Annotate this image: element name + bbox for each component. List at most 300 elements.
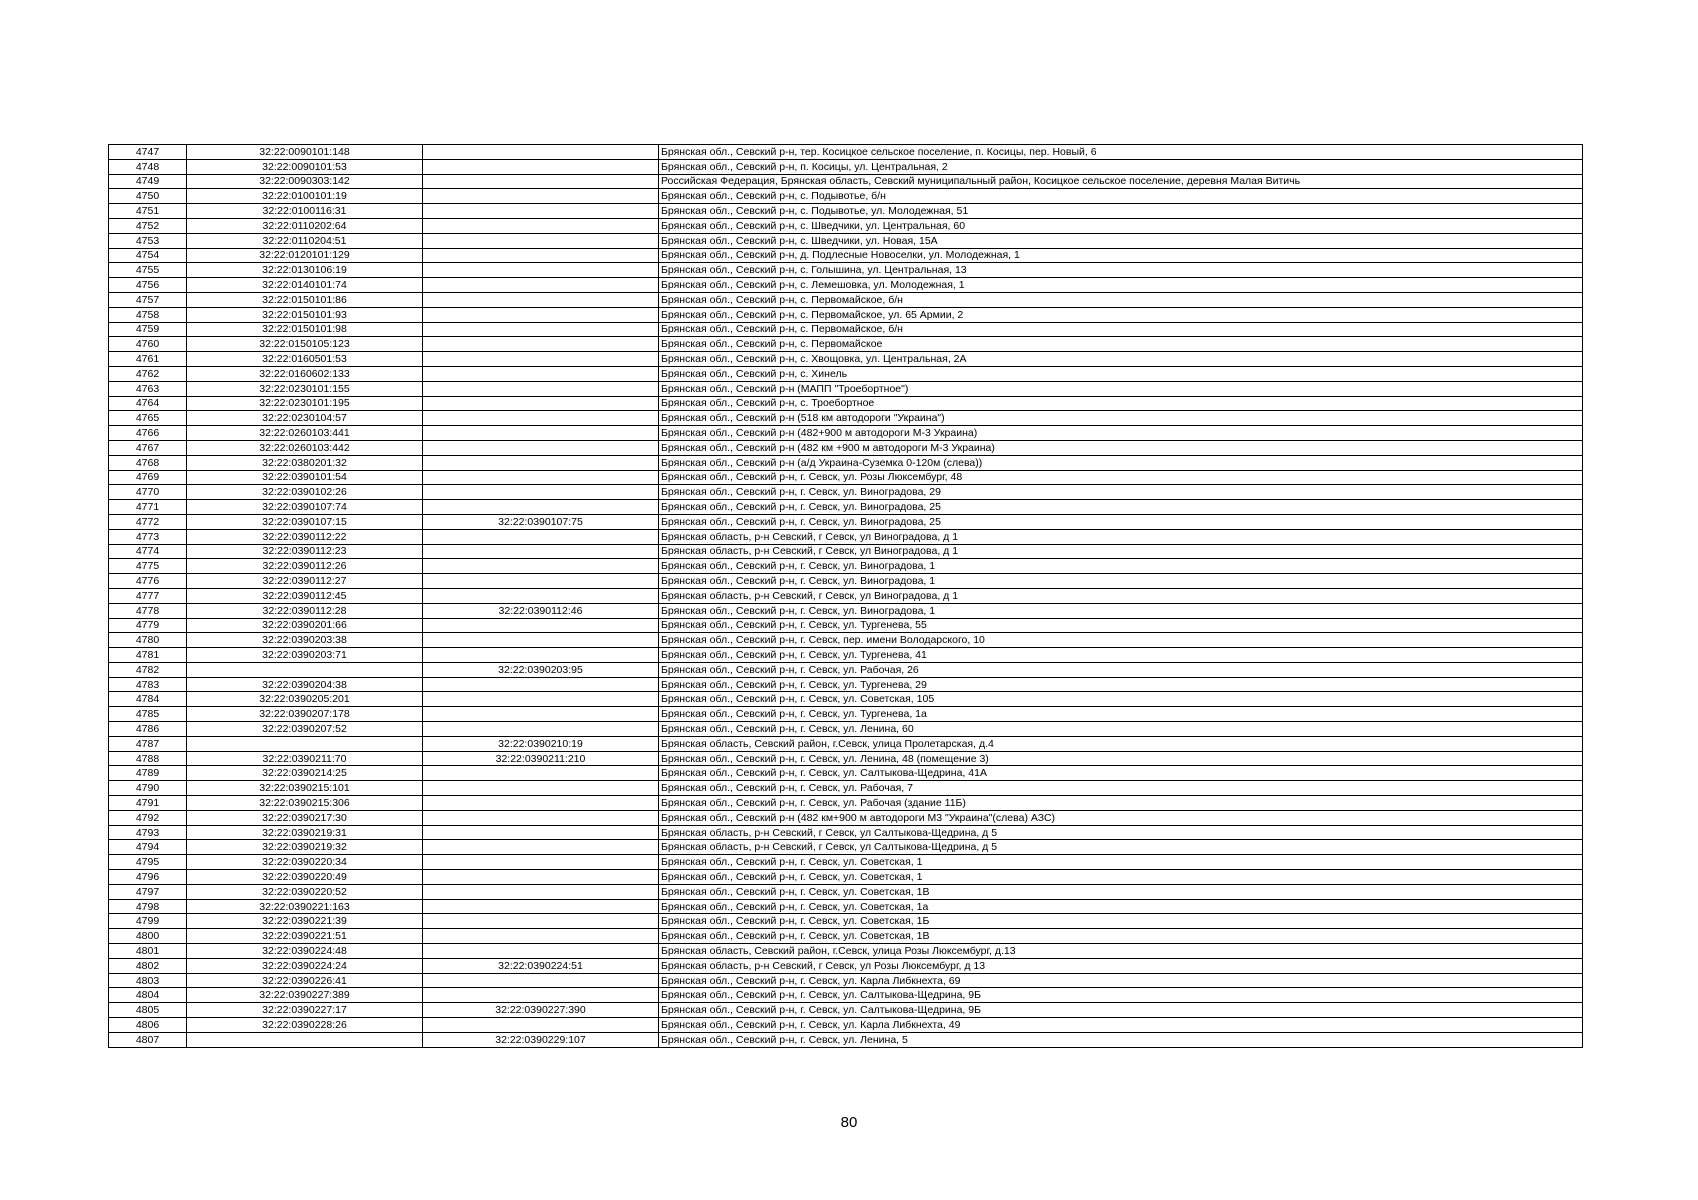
table-row: [109, 470, 1583, 485]
table-row: [109, 366, 1583, 381]
row-number-cell: 4767: [109, 440, 187, 455]
row-number-cell: 4764: [109, 396, 187, 411]
table-row: [109, 603, 1583, 618]
table-row: [109, 233, 1583, 248]
linked-cadastral-cell: [423, 307, 659, 322]
address-cell: Брянская обл., Севский р-н, с. Шведчики, ул. Центральная, 60: [659, 218, 1583, 233]
address-cell: Брянская обл., Севский р-н, г. Севск, ул. Виноградова, 25: [659, 500, 1583, 515]
linked-cadastral-cell: [423, 263, 659, 278]
linked-cadastral-cell: [423, 440, 659, 455]
row-number-cell: 4798: [109, 899, 187, 914]
address-cell: Брянская обл., Севский р-н, тер. Косицкое сельское поселение, п. Косицы, пер. Новый, 6: [659, 145, 1583, 160]
cadastral-number-cell: 32:22:0390204:38: [187, 677, 423, 692]
row-number-cell: 4792: [109, 810, 187, 825]
row-number-cell: 4769: [109, 470, 187, 485]
cadastral-number-cell: 32:22:0090101:148: [187, 145, 423, 160]
row-number-cell: 4778: [109, 603, 187, 618]
address-cell: Брянская обл., Севский р-н, с. Шведчики, ул. Новая, 15А: [659, 233, 1583, 248]
address-cell: Брянская обл., Севский р-н, г. Севск, ул. Тургенева, 41: [659, 648, 1583, 663]
address-cell: Брянская обл., Севский р-н (а/д Украина-Суземка 0-120м (слева)): [659, 455, 1583, 470]
cadastral-number-cell: 32:22:0260103:442: [187, 440, 423, 455]
cadastral-number-cell: 32:22:0390207:178: [187, 707, 423, 722]
row-number-cell: 4755: [109, 263, 187, 278]
row-number-cell: 4756: [109, 278, 187, 293]
linked-cadastral-cell: [423, 677, 659, 692]
cadastral-number-cell: 32:22:0390217:30: [187, 810, 423, 825]
address-cell: Брянская область, р-н Севский, г Севск, ул Виноградова, д 1: [659, 588, 1583, 603]
cadastral-number-cell: 32:22:0390215:306: [187, 796, 423, 811]
address-cell: Брянская обл., Севский р-н, г. Севск, ул. Салтыкова-Щедрина, 9Б: [659, 1003, 1583, 1018]
row-number-cell: 4761: [109, 352, 187, 367]
linked-cadastral-cell: [423, 574, 659, 589]
linked-cadastral-cell: [423, 278, 659, 293]
cadastral-number-cell: 32:22:0390227:17: [187, 1003, 423, 1018]
linked-cadastral-cell: 32:22:0390227:390: [423, 1003, 659, 1018]
address-cell: Брянская обл., Севский р-н, г. Севск, ул. Советская, 105: [659, 692, 1583, 707]
row-number-cell: 4774: [109, 544, 187, 559]
table-row: [109, 248, 1583, 263]
cadastral-number-cell: 32:22:0150101:86: [187, 292, 423, 307]
table-row: [109, 707, 1583, 722]
address-cell: Брянская область, р-н Севский, г Севск, ул Салтыкова-Щедрина, д 5: [659, 840, 1583, 855]
address-cell: Брянская обл., Севский р-н, п. Косицы, ул. Центральная, 2: [659, 159, 1583, 174]
cadastral-number-cell: 32:22:0390203:71: [187, 648, 423, 663]
linked-cadastral-cell: 32:22:0390224:51: [423, 958, 659, 973]
row-number-cell: 4770: [109, 485, 187, 500]
cadastral-number-cell: 32:22:0140101:74: [187, 278, 423, 293]
linked-cadastral-cell: 32:22:0390229:107: [423, 1032, 659, 1047]
row-number-cell: 4785: [109, 707, 187, 722]
linked-cadastral-cell: [423, 648, 659, 663]
address-cell: Брянская обл., Севский р-н (482+900 м автодороги М-3 Украина): [659, 426, 1583, 441]
cadastral-number-cell: 32:22:0390219:32: [187, 840, 423, 855]
address-cell: Брянская обл., Севский р-н, г. Севск, ул. Советская, 1В: [659, 929, 1583, 944]
address-cell: Брянская обл., Севский р-н, г. Севск, ул. Салтыкова-Щедрина, 9Б: [659, 988, 1583, 1003]
address-cell: Брянская обл., Севский р-н, г. Севск, ул. Советская, 1Б: [659, 914, 1583, 929]
cadastral-number-cell: 32:22:0230104:57: [187, 411, 423, 426]
address-cell: Брянская обл., Севский р-н (482 км+900 м автодороги М3 "Украина"(слева) АЗС): [659, 810, 1583, 825]
cadastral-number-cell: 32:22:0390205:201: [187, 692, 423, 707]
linked-cadastral-cell: [423, 707, 659, 722]
cadastral-number-cell: 32:22:0390207:52: [187, 722, 423, 737]
address-cell: Брянская обл., Севский р-н, г. Севск, ул. Тургенева, 29: [659, 677, 1583, 692]
row-number-cell: 4747: [109, 145, 187, 160]
table-row: [109, 662, 1583, 677]
linked-cadastral-cell: [423, 988, 659, 1003]
cadastral-number-cell: 32:22:0390220:52: [187, 884, 423, 899]
cadastral-number-cell: 32:22:0390211:70: [187, 751, 423, 766]
row-number-cell: 4757: [109, 292, 187, 307]
row-number-cell: 4776: [109, 574, 187, 589]
address-cell: Брянская обл., Севский р-н, с. Первомайское, б/н: [659, 292, 1583, 307]
table-row: [109, 781, 1583, 796]
linked-cadastral-cell: [423, 855, 659, 870]
table-row: [109, 204, 1583, 219]
cadastral-number-cell: 32:22:0390201:66: [187, 618, 423, 633]
cadastral-number-cell: 32:22:0390226:41: [187, 973, 423, 988]
cadastral-number-cell: 32:22:0160602:133: [187, 366, 423, 381]
table-row: [109, 1018, 1583, 1033]
address-cell: Брянская обл., Севский р-н (482 км +900 м автодороги М-3 Украина): [659, 440, 1583, 455]
table-row: [109, 736, 1583, 751]
linked-cadastral-cell: [423, 426, 659, 441]
address-cell: Брянская обл., Севский р-н, г. Севск, ул. Розы Люксембург, 48: [659, 470, 1583, 485]
cadastral-number-cell: [187, 1032, 423, 1047]
cadastral-number-cell: 32:22:0390107:74: [187, 500, 423, 515]
table-row: [109, 307, 1583, 322]
linked-cadastral-cell: [423, 692, 659, 707]
table-row: [109, 751, 1583, 766]
row-number-cell: 4760: [109, 337, 187, 352]
cadastral-number-cell: 32:22:0390107:15: [187, 514, 423, 529]
linked-cadastral-cell: [423, 840, 659, 855]
cadastral-number-cell: 32:22:0150101:93: [187, 307, 423, 322]
table-row: [109, 899, 1583, 914]
linked-cadastral-cell: [423, 810, 659, 825]
row-number-cell: 4784: [109, 692, 187, 707]
table-row: [109, 440, 1583, 455]
cadastral-number-cell: 32:22:0390102:26: [187, 485, 423, 500]
row-number-cell: 4748: [109, 159, 187, 174]
row-number-cell: 4783: [109, 677, 187, 692]
table-row: [109, 174, 1583, 189]
linked-cadastral-cell: [423, 233, 659, 248]
linked-cadastral-cell: [423, 529, 659, 544]
table-row: [109, 544, 1583, 559]
address-cell: Брянская обл., Севский р-н (518 км автодороги "Украина"): [659, 411, 1583, 426]
cadastral-number-cell: 32:22:0390214:25: [187, 766, 423, 781]
linked-cadastral-cell: [423, 914, 659, 929]
table-row: [109, 929, 1583, 944]
table-row: [109, 559, 1583, 574]
row-number-cell: 4806: [109, 1018, 187, 1033]
row-number-cell: 4803: [109, 973, 187, 988]
row-number-cell: 4754: [109, 248, 187, 263]
row-number-cell: 4781: [109, 648, 187, 663]
address-cell: Российская Федерация, Брянская область, Севский муниципальный район, Косицкое сельское поселение, деревня Малая Витичь: [659, 174, 1583, 189]
table-row: [109, 648, 1583, 663]
address-cell: Брянская обл., Севский р-н, г. Севск, ул. Виноградова, 1: [659, 559, 1583, 574]
linked-cadastral-cell: [423, 929, 659, 944]
cadastral-number-cell: 32:22:0390228:26: [187, 1018, 423, 1033]
address-cell: Брянская обл., Севский р-н, г. Севск, ул. Рабочая, 7: [659, 781, 1583, 796]
linked-cadastral-cell: [423, 189, 659, 204]
linked-cadastral-cell: [423, 781, 659, 796]
table-row: [109, 722, 1583, 737]
address-cell: Брянская обл., Севский р-н, г. Севск, ул. Советская, 1: [659, 870, 1583, 885]
cadastral-number-cell: 32:22:0130106:19: [187, 263, 423, 278]
linked-cadastral-cell: 32:22:0390112:46: [423, 603, 659, 618]
address-cell: Брянская область, р-н Севский, г Севск, ул Салтыкова-Щедрина, д 5: [659, 825, 1583, 840]
address-cell: Брянская область, Севский район, г.Севск, улица Пролетарская, д.4: [659, 736, 1583, 751]
row-number-cell: 4799: [109, 914, 187, 929]
row-number-cell: 4794: [109, 840, 187, 855]
cadastral-number-cell: 32:22:0390215:101: [187, 781, 423, 796]
linked-cadastral-cell: [423, 825, 659, 840]
linked-cadastral-cell: [423, 899, 659, 914]
table-row: [109, 870, 1583, 885]
cadastral-number-cell: 32:22:0230101:195: [187, 396, 423, 411]
cadastral-number-cell: 32:22:0390112:27: [187, 574, 423, 589]
linked-cadastral-cell: [423, 366, 659, 381]
address-cell: Брянская обл., Севский р-н, г. Севск, ул. Карла Либкнехта, 49: [659, 1018, 1583, 1033]
address-cell: Брянская обл., Севский р-н (МАПП "Троебортное"): [659, 381, 1583, 396]
table-row: [109, 855, 1583, 870]
linked-cadastral-cell: [423, 870, 659, 885]
table-row: [109, 263, 1583, 278]
address-cell: Брянская область, р-н Севский, г Севск, ул Виноградова, д 1: [659, 544, 1583, 559]
row-number-cell: 4766: [109, 426, 187, 441]
row-number-cell: 4750: [109, 189, 187, 204]
row-number-cell: 4753: [109, 233, 187, 248]
table-row: [109, 1032, 1583, 1047]
table-row: [109, 322, 1583, 337]
address-cell: Брянская область, р-н Севский, г Севск, ул Виноградова, д 1: [659, 529, 1583, 544]
linked-cadastral-cell: [423, 559, 659, 574]
linked-cadastral-cell: [423, 470, 659, 485]
cadastral-number-cell: 32:22:0390221:51: [187, 929, 423, 944]
linked-cadastral-cell: [423, 766, 659, 781]
row-number-cell: 4779: [109, 618, 187, 633]
linked-cadastral-cell: [423, 633, 659, 648]
row-number-cell: 4777: [109, 588, 187, 603]
address-cell: Брянская обл., Севский р-н, г. Севск, ул. Советская, 1а: [659, 899, 1583, 914]
table-row: [109, 218, 1583, 233]
table-row: [109, 529, 1583, 544]
address-cell: Брянская обл., Севский р-н, с. Первомайское, ул. 65 Армии, 2: [659, 307, 1583, 322]
linked-cadastral-cell: [423, 352, 659, 367]
cadastral-number-cell: 32:22:0120101:129: [187, 248, 423, 263]
linked-cadastral-cell: 32:22:0390107:75: [423, 514, 659, 529]
linked-cadastral-cell: [423, 322, 659, 337]
table-row: [109, 825, 1583, 840]
cadastral-number-cell: 32:22:0390112:23: [187, 544, 423, 559]
address-cell: Брянская обл., Севский р-н, с. Лемешовка, ул. Молодежная, 1: [659, 278, 1583, 293]
address-cell: Брянская обл., Севский р-н, г. Севск, ул. Салтыкова-Щедрина, 41А: [659, 766, 1583, 781]
land-plot-table: [108, 144, 1583, 1048]
row-number-cell: 4788: [109, 751, 187, 766]
table-row: [109, 500, 1583, 515]
linked-cadastral-cell: [423, 944, 659, 959]
address-cell: Брянская обл., Севский р-н, г. Севск, ул. Виноградова, 25: [659, 514, 1583, 529]
row-number-cell: 4790: [109, 781, 187, 796]
table-row: [109, 766, 1583, 781]
address-cell: Брянская обл., Севский р-н, с. Подывотье, ул. Молодежная, 51: [659, 204, 1583, 219]
row-number-cell: 4782: [109, 662, 187, 677]
row-number-cell: 4768: [109, 455, 187, 470]
table-row: [109, 411, 1583, 426]
linked-cadastral-cell: [423, 455, 659, 470]
linked-cadastral-cell: [423, 485, 659, 500]
cadastral-number-cell: 32:22:0090303:142: [187, 174, 423, 189]
address-cell: Брянская обл., Севский р-н, г. Севск, ул. Рабочая (здание 11Б): [659, 796, 1583, 811]
cadastral-number-cell: 32:22:0390112:26: [187, 559, 423, 574]
table-body: [109, 145, 1583, 1048]
cadastral-number-cell: 32:22:0260103:441: [187, 426, 423, 441]
cadastral-number-cell: 32:22:0390112:45: [187, 588, 423, 603]
address-cell: Брянская обл., Севский р-н, г. Севск, ул. Виноградова, 1: [659, 574, 1583, 589]
cadastral-number-cell: 32:22:0110204:51: [187, 233, 423, 248]
cadastral-number-cell: 32:22:0150105:123: [187, 337, 423, 352]
linked-cadastral-cell: [423, 618, 659, 633]
linked-cadastral-cell: [423, 292, 659, 307]
linked-cadastral-cell: 32:22:0390210:19: [423, 736, 659, 751]
linked-cadastral-cell: [423, 1018, 659, 1033]
row-number-cell: 4751: [109, 204, 187, 219]
linked-cadastral-cell: [423, 248, 659, 263]
table-row: [109, 914, 1583, 929]
cadastral-number-cell: 32:22:0100101:19: [187, 189, 423, 204]
row-number-cell: 4775: [109, 559, 187, 574]
row-number-cell: 4765: [109, 411, 187, 426]
table-row: [109, 574, 1583, 589]
linked-cadastral-cell: [423, 337, 659, 352]
row-number-cell: 4796: [109, 870, 187, 885]
cadastral-number-cell: 32:22:0230101:155: [187, 381, 423, 396]
cadastral-number-cell: 32:22:0390112:22: [187, 529, 423, 544]
linked-cadastral-cell: [423, 204, 659, 219]
cadastral-number-cell: [187, 662, 423, 677]
table-row: [109, 278, 1583, 293]
table-row: [109, 455, 1583, 470]
linked-cadastral-cell: 32:22:0390203:95: [423, 662, 659, 677]
page-number: 80: [840, 1114, 858, 1131]
address-cell: Брянская обл., Севский р-н, г. Севск, ул. Карла Либкнехта, 69: [659, 973, 1583, 988]
address-cell: Брянская обл., Севский р-н, с. Подывотье, б/н: [659, 189, 1583, 204]
address-cell: Брянская обл., Севский р-н, с. Первомайское: [659, 337, 1583, 352]
address-cell: Брянская обл., Севский р-н, с. Троебортное: [659, 396, 1583, 411]
address-cell: Брянская обл., Севский р-н, с. Первомайское, б/н: [659, 322, 1583, 337]
cadastral-number-cell: 32:22:0390221:163: [187, 899, 423, 914]
table-row: [109, 840, 1583, 855]
linked-cadastral-cell: [423, 588, 659, 603]
table-row: [109, 292, 1583, 307]
table-row: [109, 958, 1583, 973]
linked-cadastral-cell: [423, 544, 659, 559]
linked-cadastral-cell: [423, 722, 659, 737]
address-cell: Брянская область, Севский район, г.Севск, улица Розы Люксембург, д.13: [659, 944, 1583, 959]
address-cell: Брянская обл., Севский р-н, г. Севск, ул. Ленина, 60: [659, 722, 1583, 737]
table-row: [109, 973, 1583, 988]
address-cell: Брянская обл., Севский р-н, с. Хвощовка, ул. Центральная, 2А: [659, 352, 1583, 367]
table-row: [109, 796, 1583, 811]
cadastral-number-cell: 32:22:0390203:38: [187, 633, 423, 648]
table-row: [109, 633, 1583, 648]
cadastral-number-cell: 32:22:0390220:49: [187, 870, 423, 885]
address-cell: Брянская обл., Севский р-н, г. Севск, пер. имени Володарского, 10: [659, 633, 1583, 648]
row-number-cell: 4807: [109, 1032, 187, 1047]
cadastral-number-cell: 32:22:0390220:34: [187, 855, 423, 870]
table-row: [109, 337, 1583, 352]
row-number-cell: 4801: [109, 944, 187, 959]
cadastral-number-cell: 32:22:0110202:64: [187, 218, 423, 233]
table-row: [109, 588, 1583, 603]
table-row: [109, 944, 1583, 959]
row-number-cell: 4773: [109, 529, 187, 544]
cadastral-number-cell: 32:22:0150101:98: [187, 322, 423, 337]
linked-cadastral-cell: [423, 796, 659, 811]
address-cell: Брянская обл., Севский р-н, с. Голышина, ул. Центральная, 13: [659, 263, 1583, 278]
table-row: [109, 426, 1583, 441]
row-number-cell: 4759: [109, 322, 187, 337]
row-number-cell: 4786: [109, 722, 187, 737]
cadastral-number-cell: [187, 736, 423, 751]
row-number-cell: 4749: [109, 174, 187, 189]
address-cell: Брянская обл., Севский р-н, г. Севск, ул. Рабочая, 26: [659, 662, 1583, 677]
address-cell: Брянская обл., Севский р-н, д. Подлесные Новоселки, ул. Молодежная, 1: [659, 248, 1583, 263]
address-cell: Брянская обл., Севский р-н, г. Севск, ул. Тургенева, 55: [659, 618, 1583, 633]
table-row: [109, 159, 1583, 174]
cadastral-number-cell: 32:22:0390112:28: [187, 603, 423, 618]
row-number-cell: 4805: [109, 1003, 187, 1018]
cadastral-number-cell: 32:22:0390224:48: [187, 944, 423, 959]
linked-cadastral-cell: [423, 411, 659, 426]
linked-cadastral-cell: [423, 381, 659, 396]
table-row: [109, 1003, 1583, 1018]
row-number-cell: 4804: [109, 988, 187, 1003]
cadastral-number-cell: 32:22:0090101:53: [187, 159, 423, 174]
cadastral-number-cell: 32:22:0390224:24: [187, 958, 423, 973]
row-number-cell: 4800: [109, 929, 187, 944]
row-number-cell: 4793: [109, 825, 187, 840]
cadastral-number-cell: 32:22:0100116:31: [187, 204, 423, 219]
cadastral-number-cell: 32:22:0380201:32: [187, 455, 423, 470]
table-row: [109, 352, 1583, 367]
linked-cadastral-cell: [423, 159, 659, 174]
table-row: [109, 677, 1583, 692]
table-row: [109, 485, 1583, 500]
address-cell: Брянская обл., Севский р-н, г. Севск, ул. Тургенева, 1а: [659, 707, 1583, 722]
address-cell: Брянская обл., Севский р-н, г. Севск, ул. Виноградова, 1: [659, 603, 1583, 618]
row-number-cell: 4762: [109, 366, 187, 381]
linked-cadastral-cell: [423, 218, 659, 233]
table-row: [109, 396, 1583, 411]
row-number-cell: 4771: [109, 500, 187, 515]
linked-cadastral-cell: [423, 884, 659, 899]
row-number-cell: 4772: [109, 514, 187, 529]
row-number-cell: 4791: [109, 796, 187, 811]
cadastral-number-cell: 32:22:0390101:54: [187, 470, 423, 485]
table-row: [109, 810, 1583, 825]
linked-cadastral-cell: [423, 973, 659, 988]
cadastral-number-cell: 32:22:0160501:53: [187, 352, 423, 367]
table-row: [109, 618, 1583, 633]
row-number-cell: 4789: [109, 766, 187, 781]
table-row: [109, 145, 1583, 160]
row-number-cell: 4787: [109, 736, 187, 751]
table-row: [109, 189, 1583, 204]
row-number-cell: 4758: [109, 307, 187, 322]
table-row: [109, 514, 1583, 529]
row-number-cell: 4763: [109, 381, 187, 396]
cadastral-number-cell: 32:22:0390219:31: [187, 825, 423, 840]
linked-cadastral-cell: [423, 500, 659, 515]
address-cell: Брянская обл., Севский р-н, г. Севск, ул. Ленина, 5: [659, 1032, 1583, 1047]
row-number-cell: 4795: [109, 855, 187, 870]
table-row: [109, 381, 1583, 396]
table-row: [109, 884, 1583, 899]
row-number-cell: 4780: [109, 633, 187, 648]
address-cell: Брянская обл., Севский р-н, г. Севск, ул. Советская, 1В: [659, 884, 1583, 899]
table-row: [109, 988, 1583, 1003]
linked-cadastral-cell: 32:22:0390211:210: [423, 751, 659, 766]
address-cell: Брянская область, р-н Севский, г Севск, ул Розы Люксембург, д 13: [659, 958, 1583, 973]
address-cell: Брянская обл., Севский р-н, с. Хинель: [659, 366, 1583, 381]
cadastral-number-cell: 32:22:0390221:39: [187, 914, 423, 929]
linked-cadastral-cell: [423, 396, 659, 411]
table-row: [109, 692, 1583, 707]
address-cell: Брянская обл., Севский р-н, г. Севск, ул. Ленина, 48 (помещение 3): [659, 751, 1583, 766]
